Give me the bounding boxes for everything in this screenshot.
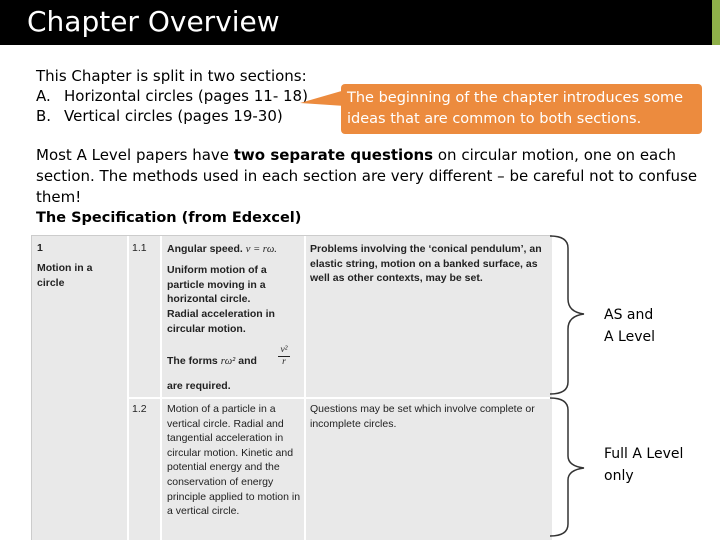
bracket-label-line: AS and bbox=[604, 307, 654, 323]
curly-bracket bbox=[548, 234, 598, 539]
spec-content: Radial acceleration in circular motion. bbox=[167, 308, 275, 335]
row-number: 1.1 bbox=[132, 242, 147, 254]
paragraph-bold-text: two separate questions bbox=[233, 146, 434, 164]
formula: rω² bbox=[220, 356, 236, 367]
paragraph-text: on circular motion, one on each section. The methods used in each section are very different – be careful not to confuse them! bbox=[36, 146, 698, 206]
list-item-text: Horizontal circles (pages 11- 18) bbox=[64, 87, 308, 105]
header-accent bbox=[712, 0, 720, 45]
bracket-label bbox=[604, 304, 655, 348]
spec-text: Angular speed. bbox=[167, 243, 243, 255]
spec-table bbox=[31, 235, 552, 540]
paragraph-text: Most A Level papers have bbox=[36, 146, 234, 164]
callout-pointer bbox=[300, 86, 346, 110]
row-divider bbox=[127, 397, 553, 399]
header-bar bbox=[0, 0, 720, 45]
page-title: Chapter Overview bbox=[27, 5, 280, 38]
column-divider bbox=[304, 236, 306, 541]
bracket-label bbox=[604, 443, 683, 487]
column-divider bbox=[160, 236, 162, 541]
bracket-label-line: A Level bbox=[604, 329, 655, 345]
formula: v = rω. bbox=[245, 244, 277, 255]
intro-line: This Chapter is split in two sections: bbox=[36, 67, 307, 85]
spec-content: are required. bbox=[167, 380, 231, 392]
list-item bbox=[36, 106, 308, 126]
topic-number: 1 bbox=[37, 242, 43, 254]
list-item-letter: B. bbox=[36, 107, 52, 125]
list-item-letter: A. bbox=[36, 87, 51, 105]
spec-content bbox=[167, 242, 301, 258]
spec-text: and bbox=[238, 355, 257, 367]
row-number: 1.2 bbox=[132, 403, 147, 415]
summary-paragraph bbox=[36, 145, 716, 208]
callout-text: The beginning of the chapter introduces some ideas that are common to both sections. bbox=[347, 90, 684, 127]
spec-content: Motion of a particle in a vertical circle. Radial and tangential acceleration in circular motion. Kinetic and potential energy and the conservation of energy principle applied to motion in a vertical circle. bbox=[167, 403, 301, 518]
fraction-numerator: v² bbox=[278, 345, 290, 357]
intro-block bbox=[36, 66, 308, 126]
list-item-text: Vertical circles (pages 19-30) bbox=[64, 107, 283, 125]
bracket-label-line: Full A Level bbox=[604, 446, 684, 462]
fraction bbox=[278, 345, 290, 368]
list-item bbox=[36, 86, 308, 106]
topic-name: Motion in a circle bbox=[37, 262, 93, 289]
bracket-label-line: only bbox=[604, 468, 634, 484]
spec-guidance: Questions may be set which involve complete or incomplete circles. bbox=[310, 403, 535, 430]
spec-heading: The Specification (from Edexcel) bbox=[36, 210, 302, 226]
fraction-denominator: r bbox=[282, 357, 286, 367]
spec-guidance: Problems involving the ‘conical pendulum’, an elastic string, motion on a banked surface, as well as other contexts, may be set. bbox=[310, 243, 542, 285]
column-divider bbox=[127, 236, 129, 541]
spec-text: The forms bbox=[167, 355, 218, 367]
spec-content: Uniform motion of a particle moving in a horizontal circle. bbox=[167, 264, 267, 306]
callout-box bbox=[341, 84, 702, 134]
